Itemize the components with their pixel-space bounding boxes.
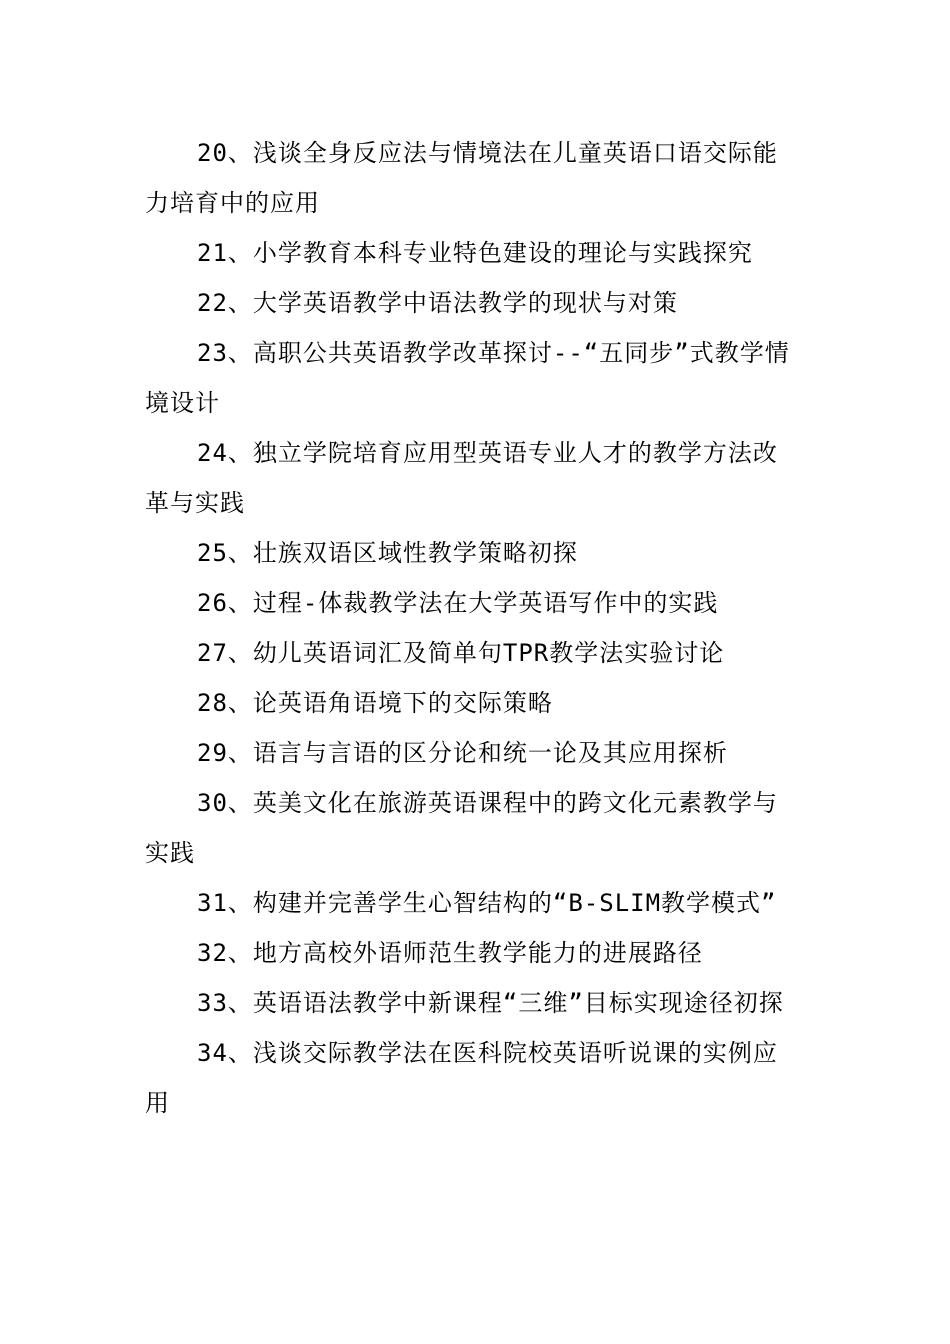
list-item: 31、构建并完善学生心智结构的“B-SLIM教学模式” bbox=[197, 889, 777, 917]
list-item: 27、幼儿英语词汇及简单句TPR教学法实验讨论 bbox=[197, 639, 725, 667]
list-item: 21、小学教育本科专业特色建设的理论与实践探究 bbox=[197, 239, 753, 267]
list-item: 26、过程-体裁教学法在大学英语写作中的实践 bbox=[197, 589, 719, 617]
list-item: 29、语言与言语的区分论和统一论及其应用探析 bbox=[197, 739, 728, 767]
list-item: 32、地方高校外语师范生教学能力的进展路径 bbox=[197, 939, 703, 967]
list-item: 33、英语语法教学中新课程“三维”目标实现途径初探 bbox=[197, 989, 784, 1017]
document-body bbox=[145, 128, 795, 1128]
list-item: 34、浅谈交际教学法在医科院校英语听说课的实例应用 bbox=[145, 1039, 778, 1117]
list-item: 24、独立学院培育应用型英语专业人才的教学方法改革与实践 bbox=[145, 439, 778, 517]
list-item: 25、壮族双语区域性教学策略初探 bbox=[197, 539, 578, 567]
list-item: 28、论英语角语境下的交际策略 bbox=[197, 689, 553, 717]
list-item: 30、英美文化在旅游英语课程中的跨文化元素教学与实践 bbox=[145, 789, 778, 867]
list-item: 22、大学英语教学中语法教学的现状与对策 bbox=[197, 289, 678, 317]
list-item: 23、高职公共英语教学改革探讨--“五同步”式教学情境设计 bbox=[145, 339, 790, 417]
list-item: 20、浅谈全身反应法与情境法在儿童英语口语交际能力培育中的应用 bbox=[145, 139, 778, 217]
